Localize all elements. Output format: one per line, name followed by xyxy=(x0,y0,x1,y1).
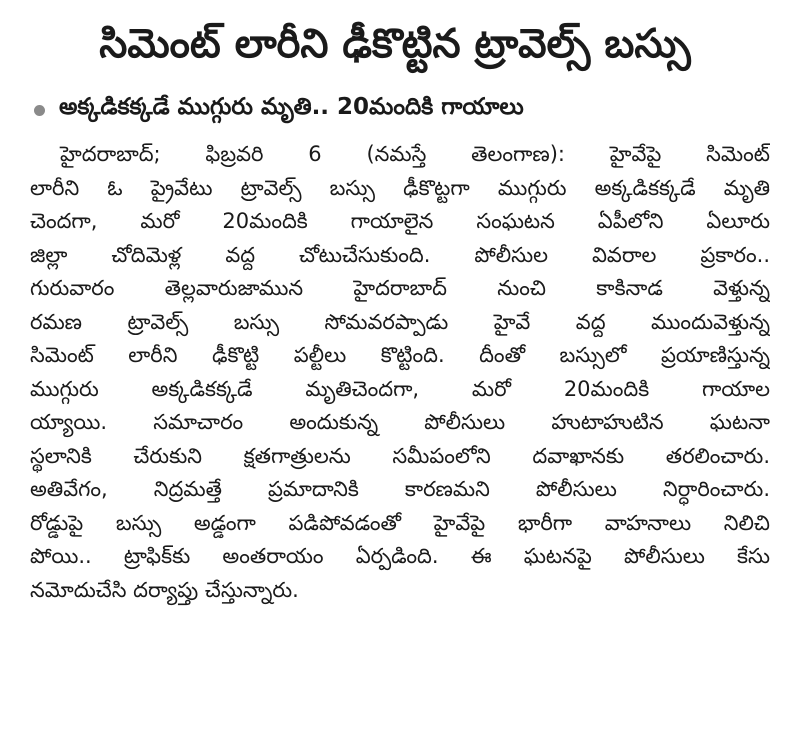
body-line: పోయి.. ట్రాఫిక్‌కు అంతరాయం ఏర్పడింది. ఈ ఘటనపై పోలీసులు కేసు xyxy=(30,544,770,568)
body-line: య్యాయి. సమాచారం అందుకున్న పోలీసులు హుటాహుటిన ఘటనా xyxy=(30,410,770,434)
subheadline: అక్కడికక్కడే ముగ్గురు మృతి.. 20మందికి గాయాలు xyxy=(59,94,524,120)
body-line: హైదరాబాద్; ఫిబ్రవరి 6 (నమస్తే తెలంగాణ): హైవేపై సిమెంట్ xyxy=(60,142,770,166)
body-line: స్థలానికి చేరుకుని క్షతగాత్రులను సమీపంలోని దవాఖానకు తరలించారు. xyxy=(30,443,770,468)
body-line: అతివేగం, నిద్రమత్తే ప్రమాదానికి కారణమని పోలీసులు నిర్ధారించారు. xyxy=(30,477,770,501)
headline: సిమెంట్ లారీని ఢీకొట్టిన ట్రావెల్స్ బస్సు xyxy=(99,21,691,67)
body-line: గురువారం తెల్లవారుజామున హైదరాబాద్ నుంచి కాకినాడ వెళ్తున్న xyxy=(30,276,770,300)
body-line: ముగ్గురు అక్కడికక్కడే మృతిచెందగా, మరో 20మందికి గాయాల xyxy=(30,376,770,401)
body-line: చెందగా, మరో 20మందికి గాయాలైన సంఘటన ఏపీలోని ఏలూరు xyxy=(30,209,770,233)
body-line: లారీని ఓ ప్రైవేటు ట్రావెల్స్ బస్సు ఢీకొట్టగా ముగ్గురు అక్కడికక్కడే మృతి xyxy=(30,175,770,200)
bullet-icon xyxy=(34,105,45,116)
body-line: జిల్లా చోదిమెళ్ల వద్ద చోటుచేసుకుంది. పోలీసుల వివరాల ప్రకారం.. xyxy=(30,242,770,267)
article-body xyxy=(30,138,770,607)
body-line: నమోదుచేసి దర్యాప్తు చేస్తున్నారు. xyxy=(30,577,299,602)
body-line: రమణ ట్రావెల్స్ బస్సు సోమవరప్పాడు హైవే వద్ద ముందువెళ్తున్న xyxy=(30,309,770,334)
subheadline-row xyxy=(34,90,770,130)
body-line: సిమెంట్ లారీని ఢీకొట్టి పల్టీలు కొట్టింది. దీంతో బస్సులో ప్రయాణిస్తున్న xyxy=(30,343,770,367)
body-line: రోడ్డుపై బస్సు అడ్డంగా పడిపోవడంతో హైవేపై భారీగా వాహనాలు నిలిచి xyxy=(30,510,770,535)
